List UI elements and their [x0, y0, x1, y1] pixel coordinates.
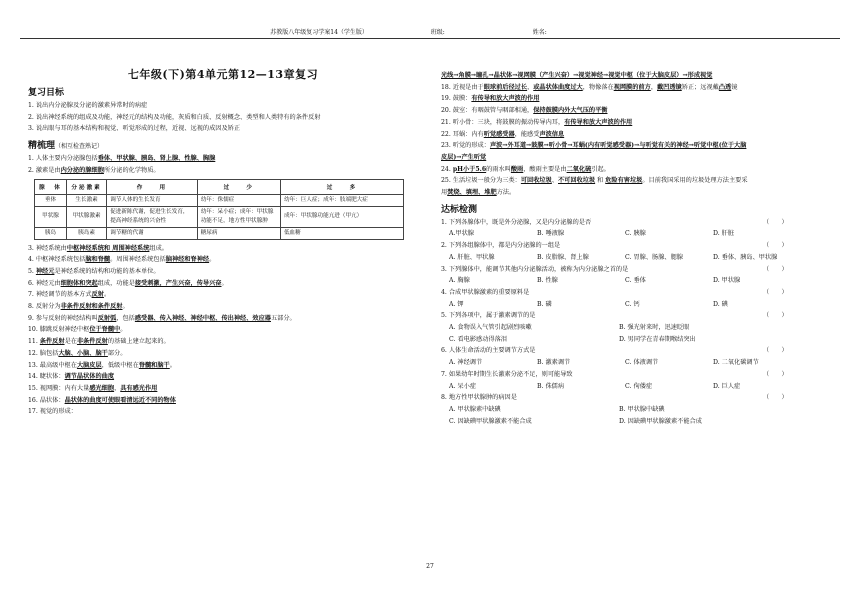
item-text: 五部分。	[271, 314, 296, 322]
answer-option[interactable]: D. 垂体、胰岛、甲状腺	[713, 253, 778, 261]
answer-blank[interactable]: （ ）	[763, 218, 788, 226]
review-items-b	[28, 243, 418, 419]
answer-text: 凸透	[718, 83, 732, 91]
review-note: （相互检查熟记）	[55, 143, 104, 151]
item-text: ，包括	[116, 314, 135, 322]
item-text: 的雨水叫	[486, 165, 511, 173]
answer-option[interactable]: C. 胰腺	[625, 230, 646, 238]
answer-text: 感光细胞	[89, 384, 115, 392]
review-item	[28, 301, 418, 313]
answer-option[interactable]: C. 胃腺、肠腺、腮腺	[625, 253, 683, 261]
table-header-cell: 作 用	[107, 179, 197, 194]
item-text: 9. 参与反射的神经结构叫	[28, 314, 98, 322]
item-text: 。	[221, 279, 228, 287]
review-item	[28, 266, 418, 278]
table-cell: 促进新陈代谢，促进生长发育，提高神经系统的兴奋性	[107, 206, 197, 227]
review-item	[28, 371, 418, 383]
option-row	[441, 404, 833, 416]
review-item	[28, 395, 418, 407]
question-stem	[441, 310, 833, 322]
answer-text: 位于脊髓中	[89, 326, 121, 334]
item-text: ，	[114, 384, 121, 392]
question-stem	[441, 217, 833, 229]
table-header-cell: 腺 体	[35, 179, 67, 194]
review-item	[28, 289, 418, 301]
answer-text: 二氧化硫	[566, 165, 592, 173]
answer-text: 有传导和放大声波的作用	[564, 118, 633, 126]
answer-text: 具有感光作用	[120, 384, 158, 392]
item-text: 是神经系统的结构和功能的基本单位。	[54, 267, 160, 275]
item-text: 22. 耳蜗：内有	[441, 130, 484, 138]
answer-blank[interactable]: （ ）	[763, 288, 788, 296]
item-text: 8. 反射分为	[28, 303, 61, 311]
answer-text: 接受刺激，产生兴奋，传导兴奋	[134, 279, 222, 287]
option-row	[441, 381, 833, 393]
answer-text: 调节晶状体的曲度	[64, 373, 115, 381]
table-cell: 胰岛素	[66, 227, 106, 239]
running-header	[0, 27, 860, 36]
answer-text: 不可回收垃圾	[558, 177, 596, 185]
question-stem	[441, 392, 833, 404]
review-item	[441, 82, 833, 94]
question-text: 1. 下列各腺体中，既是外分泌腺，又是内分泌腺的是否	[441, 218, 592, 226]
item-text: 。	[103, 291, 111, 299]
header-rule	[20, 38, 840, 39]
answer-text: 脑和脊髓	[85, 256, 111, 264]
answer-option[interactable]: A.甲状腺	[449, 230, 474, 238]
item-text: 1. 人体主要内分泌腺包括	[28, 155, 98, 163]
item-text: 23. 听觉的形成：	[441, 142, 490, 150]
item-text: 5.	[28, 267, 36, 275]
question-list	[441, 217, 833, 428]
answer-text: 反射弧	[97, 314, 117, 322]
objectives-list	[28, 100, 418, 135]
item-text: 17. 视觉的形成：	[28, 408, 77, 416]
question-text: 5. 下列各项中，属于激素调节的是	[441, 312, 536, 320]
table-cell: 幼年：巨人症；成年：肢端肥大症	[280, 194, 403, 206]
answer-text: 视网膜的前方	[613, 83, 651, 91]
option-row	[441, 275, 833, 287]
answer-option[interactable]: C. 看电影感动得落泪	[449, 335, 507, 343]
item-text: ，酸雨主要是由	[523, 165, 567, 173]
option-row	[441, 299, 833, 311]
review-item	[441, 152, 833, 164]
answer-blank[interactable]: （ ）	[763, 347, 788, 355]
answer-option[interactable]: A. 钾	[449, 300, 464, 308]
answer-text: 酸雨	[510, 165, 524, 173]
review-item	[28, 243, 418, 255]
item-text: 矫正；远视戴	[681, 83, 719, 91]
answer-text: pH小于5.6	[452, 165, 487, 173]
answer-option[interactable]: C. 因缺碘甲状腺激素不能合成	[449, 417, 532, 425]
answer-option[interactable]: D. 肝脏	[713, 230, 735, 238]
answer-blank[interactable]: （ ）	[763, 394, 788, 402]
review-item	[441, 129, 833, 141]
answer-option[interactable]: B. 磷	[537, 300, 552, 308]
item-text: ，低级中枢在	[101, 361, 139, 369]
answer-text: 可回收垃圾	[520, 177, 552, 185]
item-text: 。	[120, 326, 127, 334]
table-cell: 生长激素	[66, 194, 106, 206]
question-text: 8. 地方性甲状腺肿的病因是	[441, 394, 517, 402]
item-text: 镜	[731, 83, 738, 91]
item-text: 是在	[64, 338, 77, 346]
table-cell: 成年：甲状腺功能亢进（甲亢）	[280, 206, 403, 227]
table-cell: 胰岛	[35, 227, 67, 239]
answer-text: 焚烧、填埋、堆肥	[447, 189, 497, 197]
answer-option[interactable]: B. 侏儒病	[537, 382, 565, 390]
answer-text: 细胞体和突起	[60, 279, 98, 287]
answer-text: 中枢神经系统和 周围神经系统	[66, 244, 150, 252]
item-text: ，	[650, 83, 657, 91]
answer-text: 垂体、甲状腺、胰岛、肾上腺、性腺、胸腺	[97, 155, 216, 163]
review-item	[441, 164, 833, 176]
answer-text: 保持鼓膜内外大气压的平衡	[533, 107, 608, 115]
answer-option[interactable]: B. 性腺	[537, 277, 558, 285]
answer-option[interactable]: A. 甲状腺素中缺碘	[449, 405, 501, 413]
review-item	[28, 153, 418, 165]
item-text: 组成。	[149, 244, 168, 252]
answer-text: 皮层)→产生听觉	[441, 153, 487, 161]
review-item	[28, 278, 418, 290]
option-row	[441, 334, 833, 346]
review-items-a	[28, 153, 418, 176]
answer-blank[interactable]: （ ）	[763, 312, 788, 320]
answer-option[interactable]: B. 皮脂腺、肾上腺	[537, 253, 589, 261]
review-item	[441, 140, 833, 152]
check-heading: 达标检测	[441, 204, 478, 215]
option-row	[441, 228, 833, 240]
item-text: 部分。	[107, 349, 127, 357]
answer-option[interactable]: D. 二氧化碳调节	[713, 359, 759, 367]
answer-text: 有传导和放大声波的作用	[471, 95, 540, 103]
review-item	[28, 406, 418, 418]
item-text: ，	[527, 83, 534, 91]
answer-text: 眼球前后径过长	[483, 83, 528, 91]
review-item	[28, 254, 418, 266]
item-text: 。	[169, 361, 176, 369]
right-column	[441, 70, 833, 427]
header-class-label: 班级:	[430, 29, 445, 36]
option-row	[441, 322, 833, 334]
answer-option[interactable]: D. 因缺碘甲状腺激素不能合成	[619, 417, 702, 425]
question-stem	[441, 240, 833, 252]
item-text: 13. 最高级中枢在	[28, 361, 77, 369]
answer-text: 光线→角膜→瞳孔→晶状体→视网膜（产生兴奋）→视觉神经→视觉中枢（位于大脑皮层）→形成视觉	[441, 72, 713, 79]
review-item	[441, 187, 833, 199]
answer-option[interactable]: A. 胸腺	[449, 277, 470, 285]
option-row	[441, 252, 833, 264]
answer-option[interactable]: B. 甲状腺中缺碘	[619, 405, 665, 413]
item-text: 7. 神经调节的基本方式	[28, 291, 92, 299]
left-column	[28, 66, 418, 418]
answer-text: 脊髓和脑干	[138, 361, 170, 369]
review-item	[28, 324, 418, 336]
objectives-heading: 复习目标	[28, 88, 65, 98]
item-text: 20. 鼓室：有咽鼓管与咽部相通，	[441, 107, 534, 115]
item-text: ，物像落在	[582, 83, 614, 91]
item-text: 11.	[28, 338, 40, 346]
item-text: 。	[209, 256, 216, 264]
table-row	[35, 194, 404, 206]
table-row	[35, 227, 404, 239]
answer-text: 非条件反射和条件反射	[60, 303, 123, 311]
answer-option[interactable]: D. 巨人症	[713, 382, 741, 390]
item-text: 16. 晶状体：	[28, 396, 65, 404]
item-text: 所分泌的化学物质。	[103, 166, 160, 174]
review-item	[28, 165, 418, 177]
answer-option[interactable]: A. 食物误入气管引起剧烈咳嗽	[449, 324, 532, 332]
answer-text: 或晶状体曲度过大	[533, 83, 583, 91]
review-item	[28, 360, 418, 372]
review-item	[441, 175, 833, 187]
item-text: 14. 睫状体：	[28, 373, 65, 381]
answer-text: 反射	[91, 291, 104, 299]
answer-option[interactable]: A. 肝脏、甲状腺	[449, 253, 495, 261]
question-stem	[441, 345, 833, 357]
table-header-cell: 过 多	[280, 179, 403, 194]
item-text: 和	[595, 177, 606, 185]
item-text: 组成，功能是	[97, 279, 135, 287]
answer-option[interactable]: A. 神经调节	[449, 359, 483, 367]
answer-text: 感受器、传入神经、神经中枢、传出神经、效应器	[134, 314, 271, 322]
answer-option[interactable]: B. 强光射来时，迅速眨眼	[619, 324, 690, 332]
item-text: ，能感受	[514, 130, 540, 138]
item-text: 。周围神经系统包括	[110, 256, 166, 264]
answer-text: 大脑皮层	[76, 361, 102, 369]
item-text: 。	[122, 303, 129, 311]
table-header-cell: 分泌激素	[66, 179, 106, 194]
question-stem	[441, 369, 833, 381]
item-text: 方法。	[496, 189, 516, 197]
answer-text: 脑神经和脊神经	[165, 256, 210, 264]
item-text: 3. 神经系统由	[28, 244, 67, 252]
answer-text: 晶状体的曲度可使眼看清远近不同的物体	[64, 396, 176, 404]
header-name-label: 姓名:	[532, 29, 547, 36]
page-title: 七年级(下)第4单元第12—13章复习	[127, 68, 319, 81]
table-cell: 甲状腺	[35, 206, 67, 227]
answer-blank[interactable]: （ ）	[763, 370, 788, 378]
answer-option[interactable]: D. 男同学在青春期喉结突出	[619, 335, 696, 343]
item-text: 、	[551, 177, 558, 185]
answer-text: 戴凹透镜	[657, 83, 682, 91]
table-cell: 幼年：呆小症；成年：甲状腺功能不足，地方性甲状腺肿	[197, 206, 280, 227]
item-text: 12. 脑包括	[28, 349, 59, 357]
question-stem	[441, 287, 833, 299]
item-text: 21. 听小骨：三块，将鼓膜的振动传导内耳，	[441, 118, 565, 126]
answer-text: 非条件反射	[76, 338, 108, 346]
table-cell: 垂体	[35, 194, 67, 206]
item-text: 4. 中枢神经系统包括	[28, 256, 86, 264]
question-text: 7. 如果幼年时期生长激素分泌不足，则可能导致	[441, 370, 573, 378]
review-heading	[28, 138, 418, 151]
option-row	[441, 416, 833, 428]
answer-option[interactable]: C. 佝偻症	[625, 382, 653, 390]
answer-text: 大脑、小脑、脑干	[58, 349, 108, 357]
review-item	[441, 70, 833, 82]
table-cell: 糖尿病	[197, 227, 280, 239]
item-text: 10. 膝跳反射神经中枢	[28, 326, 90, 334]
item-text: 。目前我国采用的垃圾处理方法主要采	[642, 177, 748, 185]
answer-text: 内分泌的腺细胞	[60, 166, 104, 174]
review-item	[28, 313, 418, 325]
item-text: 2. 激素是由	[28, 166, 61, 174]
question-text: 2. 下列各组腺体中，都是内分泌腺的一组是	[441, 242, 561, 250]
table-cell: 甲状腺激素	[66, 206, 106, 227]
item-text: 24.	[441, 165, 453, 173]
item-text: 6. 神经元由	[28, 279, 61, 287]
hormone-table	[34, 179, 404, 240]
item-text: 的基础上建立起来的。	[107, 338, 170, 346]
answer-option[interactable]: C. 钙	[625, 300, 640, 308]
answer-text: 声波信息	[539, 130, 565, 138]
answer-text: 条件反射	[39, 338, 65, 346]
item-text: 25. 生活垃圾一般分为三类：	[441, 177, 521, 185]
objective-item: 2. 说出神经系统的组成及功能，神经元的结构及功能，灰质和白质、反射概念、类型和人类特有的条件反射	[28, 113, 321, 121]
objective-item: 3. 说出眼与耳的基本结构和视觉、听觉形成的过程，近视、远视的成因及矫正	[28, 125, 241, 133]
table-header-cell: 过 少	[197, 179, 280, 194]
table-row	[35, 206, 404, 227]
answer-blank[interactable]: （ ）	[763, 265, 788, 273]
review-item	[441, 117, 833, 129]
review-item	[28, 336, 418, 348]
answer-text: 神经元	[35, 267, 55, 275]
answer-option[interactable]: B. 激素调节	[537, 359, 571, 367]
question-text: 4. 合成甲状腺激素的重要原料是	[441, 288, 530, 296]
answer-option[interactable]: C. 体液调节	[625, 359, 659, 367]
answer-text: 声波→外耳道→鼓膜→听小骨→耳蜗(内有听觉感受器)→与听觉有关的神经→听觉中枢(位于大脑	[489, 142, 747, 150]
review-item	[441, 105, 833, 117]
answer-option[interactable]: C. 垂体	[625, 277, 646, 285]
table-cell: 调节人体的生长发育	[107, 194, 197, 206]
answer-blank[interactable]: （ ）	[763, 242, 788, 250]
answer-option[interactable]: D. 碘	[713, 300, 728, 308]
answer-option[interactable]: D. 甲状腺	[713, 277, 741, 285]
answer-text: 听觉感受器	[483, 130, 515, 138]
table-cell: 调节糖的代谢	[107, 227, 197, 239]
review-item	[28, 383, 418, 395]
question-text: 6. 人体生命活动的主要调节方式是	[441, 347, 536, 355]
item-text: 19. 鼓膜：	[441, 95, 472, 103]
item-text: 18. 近视是由于	[441, 83, 484, 91]
answer-text: 危险有害垃圾	[605, 177, 643, 185]
item-text: 15. 视网膜：内有大量	[28, 384, 90, 392]
page-number: 27	[426, 563, 434, 570]
table-cell: 幼年：侏儒症	[197, 194, 280, 206]
option-row	[441, 357, 833, 369]
objective-item: 1. 说出内分泌腺及分泌的激素异常时的病症	[28, 102, 148, 109]
table-cell: 低血糖	[280, 227, 403, 239]
review-item	[28, 348, 418, 360]
item-text: 引起。	[591, 165, 610, 173]
review-heading-text: 精梳理	[28, 141, 56, 152]
header-doc-title: 苏教版八年级复习学案14（学生版）	[270, 29, 368, 36]
answer-option[interactable]: A. 呆小症	[449, 382, 476, 390]
review-item	[441, 93, 833, 105]
item-text: 用	[441, 189, 448, 197]
review-items-right	[441, 70, 833, 199]
answer-option[interactable]: B. 唾液腺	[537, 230, 565, 238]
question-stem	[441, 264, 833, 276]
question-text: 3. 下列腺体中，能调节其他内分泌腺活动，被称为内分泌腺之首的是	[441, 265, 629, 273]
